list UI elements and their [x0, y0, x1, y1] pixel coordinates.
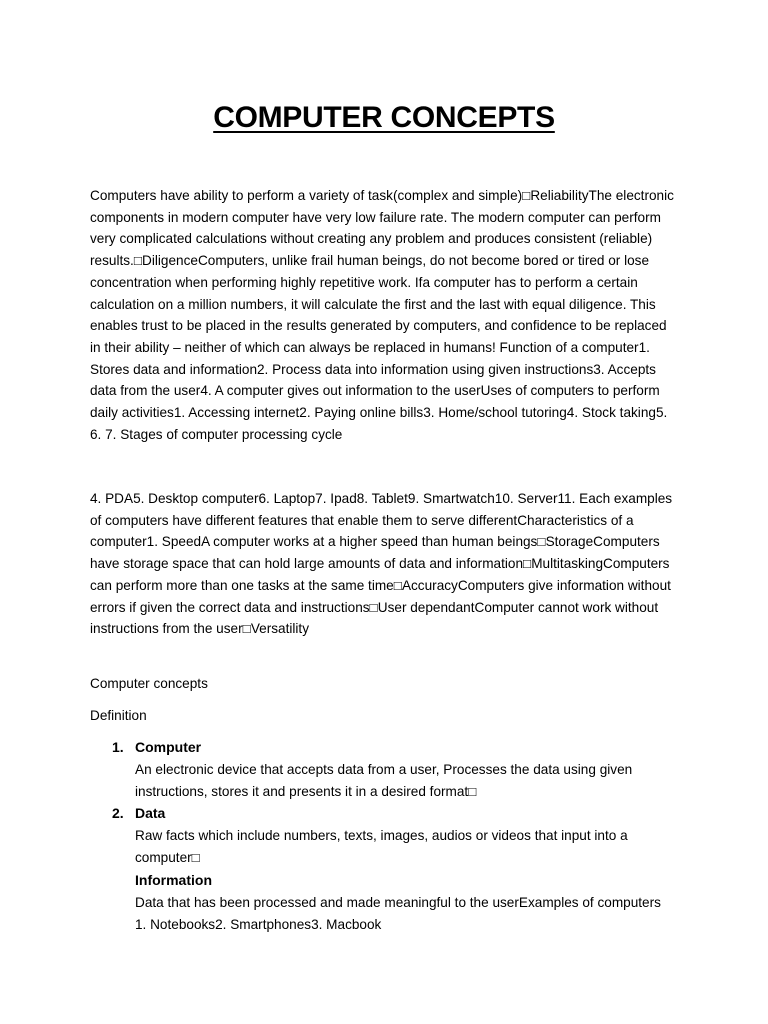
definition-list: [90, 737, 675, 935]
body-paragraph-2: 4. PDA5. Desktop computer6. Laptop7. Ipad8. Tablet9. Smartwatch10. Server11. Each examples of computers have different features that enable them to serve differentCharacteristics of a computer1. SpeedA computer works at a higher speed than human beings□StorageComputers have storage space that can hold large amounts of data and information□MultitaskingComputers can perform more than one tasks at the same time□AccuracyComputers give information without errors if given the correct data and instructions□User dependantComputer cannot work without instructions from the user□Versatility: [90, 491, 673, 637]
definition-item-information: [90, 870, 675, 935]
definition-description: Data that has been processed and made meaningful to the userExamples of computers 1. Notebooks2. Smartphones3. Macbook: [135, 894, 661, 932]
definition-item-computer: [90, 737, 675, 802]
definition-number: 2.: [112, 805, 124, 822]
section-label-definition: Definition: [90, 708, 147, 723]
definition-item-data: [90, 803, 675, 868]
definition-term: Data: [135, 805, 166, 822]
definition-term: Information: [135, 871, 212, 888]
definition-description: An electronic device that accepts data from a user, Processes the data using given instructions, stores it and presents it in a desired format□: [135, 762, 633, 799]
definition-term: Computer: [135, 739, 202, 755]
section-label-computer-concepts: Computer concepts: [90, 676, 208, 691]
definition-description: Raw facts which include numbers, texts, images, audios or videos that input into a computer□: [135, 828, 628, 866]
definition-number: 1.: [112, 739, 124, 755]
body-paragraph-1: Computers have ability to perform a variety of task(complex and simple)□ReliabilityThe electronic components in modern computer have very low failure rate. The modern computer can perform very complicated calculations without creating any problem and produces consistent (reliable) results.□DiligenceComputers, unlike frail human beings, do not become bored or tired or lose concentration when performing highly repetitive work. Ifa computer has to perform a certain calculation on a million numbers, it will calculate the first and the last with equal diligence. This enables trust to be placed in the results generated by computers, and confidence to be replaced in their ability – neither of which can always be replaced in humans! Function of a computer1. Stores data and information2. Process data into information using given instructions3. Accepts data from the user4. A computer gives out information to the userUses of computers to perform daily activities1. Accessing internet2. Paying online bills3. Home/school tutoring4. Stock taking5. 6. 7. Stages of computer processing cycle: [90, 188, 674, 442]
document-title: COMPUTER CONCEPTS: [213, 101, 555, 134]
